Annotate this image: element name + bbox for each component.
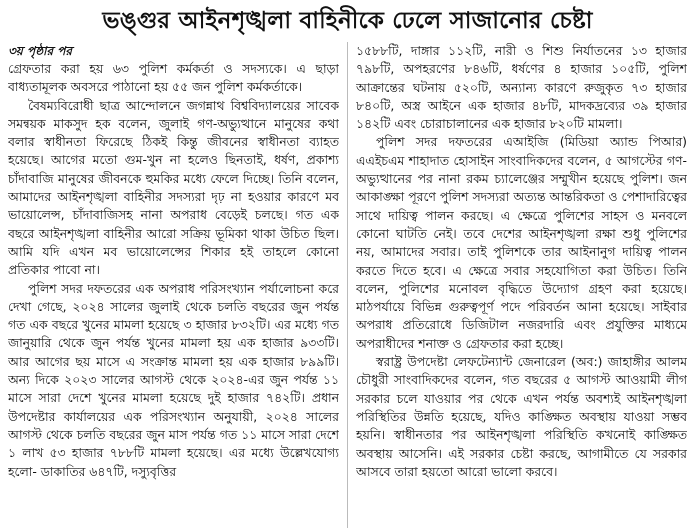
article-column-right bbox=[356, 42, 687, 528]
article-paragraph: ১৫৮৮টি, দাঙ্গার ১১২টি, নারী ও শিশু নির্যাতনের ১৩ হাজার ৭৯৮টি, অপহরণের ৮৪৬টি, ধর্ষণের ৪ হাজার ১০৫টি, পুলিশ আক্রান্তের ঘটনায় ৫২০টি, অন্যান্য কারণে রুজুকৃত ৭৩ হাজার ৮৪০টি, অস্ত্র আইনে এক হাজার ৪৮টি, মাদকদ্রব্যের ৩৯ হাজার ১৪২টি এবং চোরাচালানের এক হাজার ৮২০টি মামলা। bbox=[356, 43, 687, 132]
column-divider bbox=[347, 42, 348, 528]
article-paragraph: পুলিশ সদর দফতরের এক অপরাধ পরিসংখ্যান পর্যালোচনা করে দেখা গেছে, ২০২৪ সালের জুলাই থেকে চলতি বছরের জুন পর্যন্ত গত এক বছরে খুনের মামলা হয়েছে ৩ হাজার ৮৩২টি। এর মধ্যে গত জানুয়ারি থেকে জুন পর্যন্ত খুনের মামলা হয় এক হাজার ৯৩৩টি। আর আগের ছয় মাসে এ সংক্রান্ত মামলা হয় এক হাজার ৮৯৯টি। অন্য দিকে ২০২৩ সালের আগস্ট থেকে ২০২৪-এর জুন পর্যন্ত ১১ মাসে সারা দেশে খুনের মামলা হয়েছে দুই হাজার ৭৪২টি। প্রধান উপদেষ্টার কার্যালয়ের এক পরিসংখ্যান অনুযায়ী, ২০২৪ সালের আগস্ট থেকে চলতি বছরের জুন মাস পর্যন্ত গত ১১ মাসে সারা দেশে ১ লাখ ৫৩ হাজার ৭৮৮টি মামলা হয়েছে। এর মধ্যে উল্লেখযোগ্য হলো- ডাকাতির ৬৪৭টি, দস্যুবৃত্তির bbox=[8, 280, 339, 479]
continued-from-label: ৩য় পৃষ্ঠার পর bbox=[8, 44, 73, 58]
article-paragraph: স্বরাষ্ট্র উপদেষ্টা লেফটেন্যান্ট জেনারেল (অব:) জাহাঙ্গীর আলম চৌধুরী সাংবাদিকদের বলেন, গত বছরের ৫ আগস্ট আওয়ামী লীগ সরকার চলে যাওয়ার পর থেকে এখন পর্যন্ত অবশ্যই আইনশৃঙ্খলা পরিস্থিতির উন্নতি হয়েছে, যদিও কাঙ্ক্ষিত অবস্থায় যাওয়া সম্ভব হয়নি। স্বাধীনতার পর আইনশৃঙ্খলা পরিস্থিতি কখনোই কাঙ্ক্ষিত অবস্থায় আসেনি। এই সরকার চেষ্টা করছে, আগামীতে যে সরকার আসবে তারা হয়তো আরো ভালো করবে। bbox=[356, 354, 687, 479]
article-paragraph: গ্রেফতার করা হয় ৬৩ পুলিশ কর্মকর্তা ও সদস্যকে। এ ছাড়া বাধ্যতামূলক অবসরে পাঠানো হয় ৫৫ জন পুলিশ কর্মকর্তাকে। bbox=[8, 61, 339, 95]
article-paragraph: বৈষম্যবিরোধী ছাত্র আন্দোলনে জগন্নাথ বিশ্ববিদ্যালয়ের সাবেক সমন্বয়ক মাকসুদ হক বলেন, জুলাই গণ-অভ্যুত্থানে মানুষের কথা বলার স্বাধীনতা ফিরেছে ঠিকই কিন্তু জীবনের স্বাধীনতা ব্যাহত হয়েছে। আগের মতো গুম-খুন না হলেও ছিনতাই, ধর্ষণ, প্রকাশ্য চাঁদাবাজি মানুষের জীবনকে হুমকির মধ্যে ফেলে দিচ্ছে। তিনি বলেন, আমাদের আইনশৃঙ্খলা বাহিনীর সদস্যরা দৃঢ় না হওয়ার কারণে মব ভায়োলেন্স, চাঁদাবাজিসহ নানা অপরাধ বেড়েই চলছে। গত এক বছরে আইনশৃঙ্খলা বাহিনীর আরো সক্রিয় ভূমিকা থাকা উচিত ছিল। আমি যদি এখন মব ভায়োলেন্সের শিকার হই তাহলে কোনো প্রতিকার পাবো না। bbox=[8, 97, 339, 278]
article-paragraph: পুলিশ সদর দফতরের এআইজি (মিডিয়া অ্যান্ড পিআর) এএইচএম শাহাদাত হোসাইন সাংবাদিকদের বলেন, ৫ আগস্টের গণ-অভ্যুত্থানের পর নানা রকম চ্যালেঞ্জের সম্মুখীন হয়েছে পুলিশ। জন আকাঙ্ক্ষা পূরণে পুলিশ সদস্যরা অত্যন্ত আন্তরিকতা ও পেশাদারিত্বের সাথে দায়িত্ব পালন করছে। এ ক্ষেত্রে পুলিশের সাহস ও মনবলে কোনো ঘাটতি নেই। তবে দেশের আইনশৃঙ্খলা রক্ষা শুধু পুলিশের নয়, আমাদের সবার। তাই পুলিশকে তার আইনানুগ দায়িত্ব পালন করতে দিতে হবে। এ ক্ষেত্রে সবার সহযোগিতা করা উচিত। তিনি বলেন, পুলিশের মনোবল বৃদ্ধিতে উদ্যোগ গ্রহণ করা হয়েছে। মাঠপর্যায়ে বিভিন্ন গুরুত্বপূর্ণ পদে পরিবর্তন আনা হয়েছে। সাইবার অপরাধ প্রতিরোধে ডিজিটাল নজরদারি এবং প্রযুক্তির মাধ্যমে অপরাধীদের শনাক্ত ও গ্রেফতার করা হচ্ছে। bbox=[356, 134, 687, 351]
article-headline: ভঙ্গুর আইনশৃঙ্খলা বাহিনীকে ঢেলে সাজানোর চেষ্টা bbox=[102, 8, 593, 34]
article-body bbox=[8, 42, 687, 528]
article-column-left bbox=[8, 42, 339, 528]
